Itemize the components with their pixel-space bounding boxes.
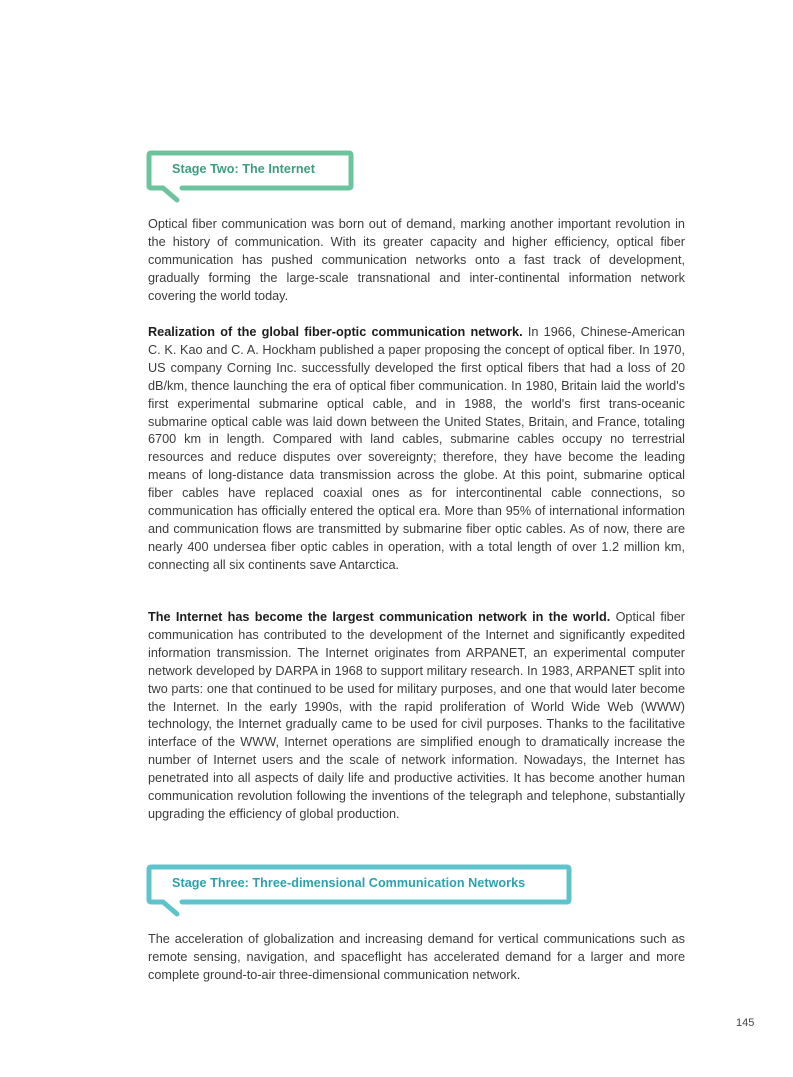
stage-two-heading-box — [146, 150, 354, 202]
internet-network-lead: The Internet has become the largest communication network in the world. — [148, 610, 611, 624]
stage-three-heading-box — [146, 864, 572, 916]
fiber-network-lead: Realization of the global fiber-optic communication network. — [148, 325, 523, 339]
internet-network-paragraph — [148, 609, 685, 824]
fiber-network-paragraph — [148, 324, 685, 575]
speech-bubble-frame-icon — [146, 150, 354, 202]
internet-network-body: Optical fiber communication has contributed to the development of the Internet and significantly expedited information transmission. The Internet originates from ARPANET, an experimental computer network developed by DARPA in 1968 to support military research. In 1983, ARPANET split into two parts: one that continued to be used for military purposes, and one that would later become the Internet. In the early 1990s, with the rapid proliferation of World Wide Web (WWW) technology, the Internet gradually came to be used for civil purposes. Thanks to the facilitative interface of the WWW, Internet operations are simplified enough to dramatically increase the number of Internet users and the scale of network information. Nowadays, the Internet has penetrated into all aspects of daily life and productive activities. It has become another human communication revolution following the inventions of the telegraph and telephone, substantially upgrading the efficiency of global production. — [148, 610, 686, 821]
stage-two-heading: Stage Two: The Internet — [172, 162, 315, 176]
stage-two-intro-paragraph: Optical fiber communication was born out of demand, marking another important revolution in the history of communication. With its greater capacity and higher efficiency, optical fiber communication has pushed communication networks onto a fast track of development, gradually forming the large-scale transnational and inter-continental information network covering the world today. — [148, 217, 685, 303]
fiber-network-body: In 1966, Chinese-American C. K. Kao and C. A. Hockham published a paper proposing the concept of optical fiber. In 1970, US company Corning Inc. successfully developed the first optical fibers that had a loss of 20 dB/km, thence launching the era of optical fiber communication. In 1980, Britain laid the world's first experimental submarine optical cable, and in 1988, the world's first trans-oceanic submarine optical cable was laid down between the United States, Britain, and France, totaling 6700 km in length. Compared with land cables, submarine cables occupy no terrestrial resources and reduce disputes over sovereignty; therefore, they have become the leading means of long-distance data transmission across the globe. At this point, submarine optical fiber cables have replaced coaxial ones as for intercontinental cable connections, so communication has officially entered the optical era. More than 95% of international information and communication flows are transmitted by submarine fiber optic cables. As of now, there are nearly 400 undersea fiber optic cables in operation, with a total length of over 1.2 million km, connecting all six continents save Antarctica. — [148, 325, 685, 572]
stage-three-heading: Stage Three: Three-dimensional Communication Networks — [172, 876, 526, 890]
stage-three-intro-paragraph: The acceleration of globalization and increasing demand for vertical communications such as remote sensing, navigation, and spaceflight has accelerated demand for a larger and more complete ground-to-air three-dimensional communication network. — [148, 932, 685, 982]
page-number: 145 — [736, 1017, 755, 1029]
speech-bubble-frame-icon — [146, 864, 572, 916]
